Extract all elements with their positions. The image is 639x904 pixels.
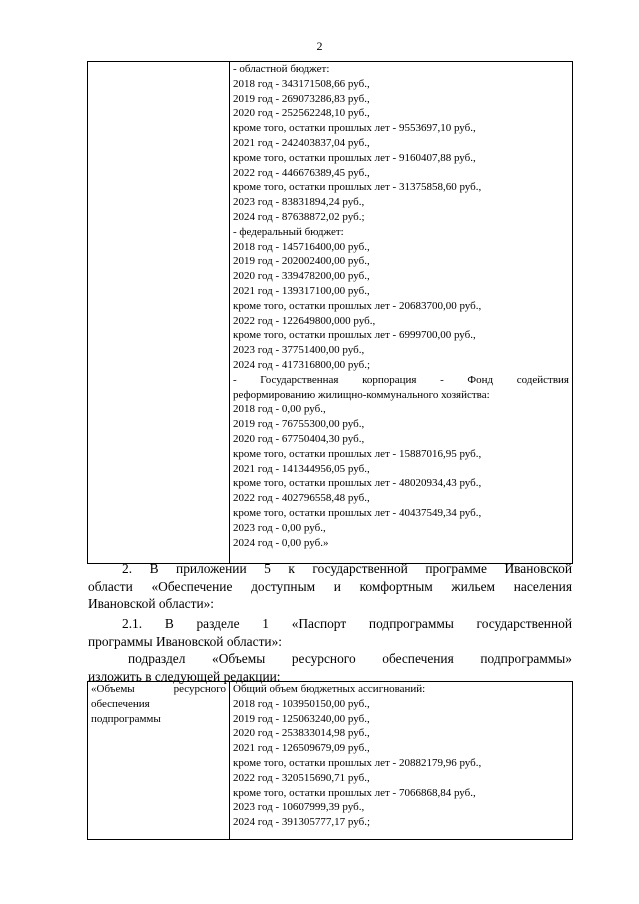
funding-line: - Государственная корпорация - Фонд содействия (233, 373, 569, 386)
funding-line: 2018 год - 145716400,00 руб., (233, 240, 370, 253)
empty-label-cell (88, 62, 230, 564)
funding-lines (233, 62, 569, 550)
funding-line: 2023 год - 37751400,00 руб., (233, 344, 365, 357)
page-number: 2 (316, 39, 323, 53)
funding-line: 2022 год - 122649800,000 руб., (233, 314, 376, 327)
funding-line: кроме того, остатки прошлых лет - 9160407,88 руб., (233, 151, 476, 164)
funding-line: - федеральный бюджет: (233, 225, 344, 238)
resource-label-cell (88, 682, 230, 840)
funding-line: 2019 год - 76755300,00 руб., (233, 418, 365, 431)
funding-line: 2021 год - 141344956,05 руб., (233, 462, 370, 475)
resource-line: кроме того, остатки прошлых лет - 7066868,84 руб., (233, 786, 476, 799)
resource-line: 2022 год - 320515690,71 руб., (233, 771, 370, 784)
paragraph-2-line-3: Ивановской области»: (88, 596, 215, 612)
resource-lines (233, 682, 569, 830)
funding-line: 2021 год - 139317100,00 руб., (233, 284, 370, 297)
resource-line: 2018 год - 103950150,00 руб., (233, 697, 370, 710)
funding-line: кроме того, остатки прошлых лет - 40437549,34 руб., (233, 506, 482, 519)
funding-line: 2018 год - 343171508,66 руб., (233, 77, 370, 90)
resource-label-line-2: обеспечения (91, 697, 150, 710)
resource-line: 2020 год - 253833014,98 руб., (233, 727, 370, 740)
funding-line: 2024 год - 0,00 руб.» (233, 536, 329, 549)
funding-line: кроме того, остатки прошлых лет - 6999700,00 руб., (233, 329, 476, 342)
resource-label-line-1: «Объемы ресурсного (91, 683, 226, 695)
funding-line: 2024 год - 87638872,02 руб.; (233, 210, 365, 223)
resource-values-cell (230, 682, 573, 840)
paragraph-2-line-2: области «Обеспечение доступным и комфортным жильем населения (88, 578, 572, 594)
resource-line: 2023 год - 10607999,39 руб., (233, 801, 365, 814)
paragraph-2-line-1: 2. В приложении 5 к государственной программе Ивановской (122, 561, 572, 576)
funding-line: 2022 год - 402796558,48 руб., (233, 492, 370, 505)
funding-line: 2019 год - 269073286,83 руб., (233, 92, 370, 105)
funding-line: 2024 год - 417316800,00 руб.; (233, 358, 371, 371)
resource-label-line-3: подпрограммы (91, 712, 161, 725)
paragraph-subsection-line-1: подраздел «Объемы ресурсного обеспечения подпрограммы» (128, 651, 572, 666)
funding-line: кроме того, остатки прошлых лет - 15887016,95 руб., (233, 447, 482, 460)
funding-line: 2023 год - 83831894,24 руб., (233, 196, 365, 209)
paragraph-2-1 (88, 615, 572, 650)
funding-line: 2020 год - 252562248,10 руб., (233, 107, 370, 120)
paragraph-subsection (88, 650, 572, 685)
funding-table-bottom (87, 681, 573, 840)
funding-table-top (87, 61, 573, 564)
funding-line: 2021 год - 242403837,04 руб., (233, 136, 370, 149)
funding-line: - областной бюджет: (233, 63, 330, 75)
paragraph-subsection-line-2: изложить в следующей редакции: (88, 668, 281, 684)
paragraph-2-1-line-1: 2.1. В разделе 1 «Паспорт подпрограммы государственной (122, 616, 572, 631)
funding-line: 2018 год - 0,00 руб., (233, 403, 326, 416)
resource-line: кроме того, остатки прошлых лет - 20882179,96 руб., (233, 756, 482, 769)
funding-line: кроме того, остатки прошлых лет - 9553697,10 руб., (233, 122, 476, 135)
funding-values-cell (230, 62, 573, 564)
resource-line: Общий объем бюджетных ассигнований: (233, 683, 426, 695)
resource-line: 2021 год - 126509679,09 руб., (233, 742, 370, 755)
funding-line: кроме того, остатки прошлых лет - 20683700,00 руб., (233, 299, 482, 312)
funding-line: 2020 год - 339478200,00 руб., (233, 270, 370, 283)
funding-line: 2022 год - 446676389,45 руб., (233, 166, 370, 179)
funding-line: 2023 год - 0,00 руб., (233, 521, 326, 534)
resource-line: 2024 год - 391305777,17 руб.; (233, 816, 371, 829)
funding-line: 2020 год - 67750404,30 руб., (233, 432, 365, 445)
paragraph-2-1-line-2: программы Ивановской области»: (88, 633, 282, 649)
funding-line: кроме того, остатки прошлых лет - 48020934,43 руб., (233, 477, 482, 490)
resource-line: 2019 год - 125063240,00 руб., (233, 712, 370, 725)
funding-line: кроме того, остатки прошлых лет - 31375858,60 руб., (233, 181, 482, 194)
paragraph-2 (88, 560, 572, 613)
funding-line: реформированию жилищно-коммунального хозяйства: (233, 388, 490, 401)
funding-line: 2019 год - 202002400,00 руб., (233, 255, 370, 268)
